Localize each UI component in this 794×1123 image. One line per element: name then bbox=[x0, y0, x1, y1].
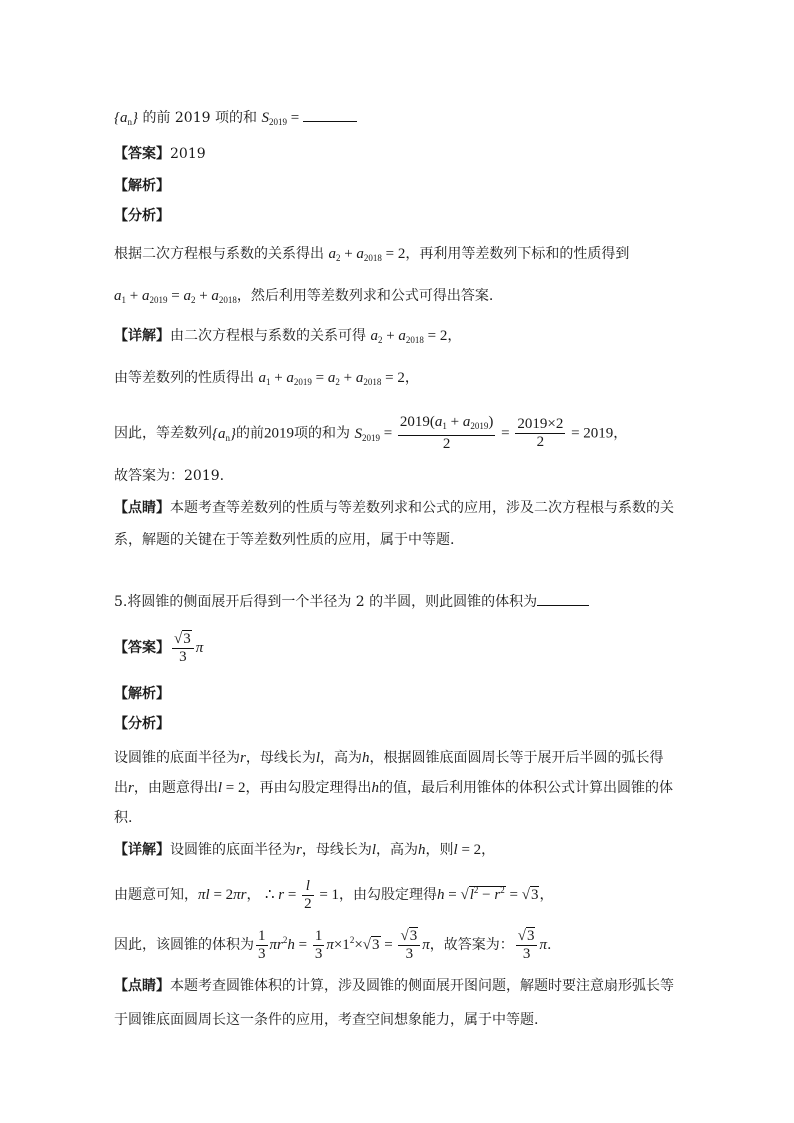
comment-text: 本题考查圆锥体积的计算，涉及圆锥的侧面展开图问题，解题时要注意扇形弧长等 bbox=[170, 978, 674, 994]
detail-text: ，故答案为： bbox=[429, 937, 514, 953]
answer-label: 【答案】 bbox=[114, 640, 170, 656]
detail-text: 由题意可知， bbox=[114, 887, 198, 903]
fenxi-label-text: 【分析】 bbox=[114, 716, 170, 732]
detail2-line-3: 因此，该圆锥的体积为 $\frac{1}{3}$ $\pi r^2h$ = $\frac{1}{3}$ $\pi\times 1^2\times√3$ = $\frac{√3}{3}$ π，故答案为： $\frac{√3}{3}$ π. bbox=[114, 927, 552, 962]
comment-text: 系，解题的关键在于等差数列性质的应用，属于中等题. bbox=[114, 532, 455, 548]
detail-text: 因此，等差数列 bbox=[114, 425, 212, 442]
comment-label: 【点睛】 bbox=[114, 500, 170, 516]
fenxi-text: ，然后利用等差数列求和公式可得出答案. bbox=[236, 288, 494, 304]
detail-text: ，由勾股定理得 bbox=[339, 887, 438, 903]
detail2-line-1: 【详解】设圆锥的底面半径为r，母线长为l，高为h，则l = 2， bbox=[114, 842, 496, 858]
detail-label: 【详解】 bbox=[114, 328, 170, 344]
detail-text: 由等差数列的性质得出 bbox=[114, 370, 254, 386]
detail-text: ，则 bbox=[425, 842, 454, 858]
fenxi-text: ，根据圆锥底面圆周长等于展开后半圆的弧长得 bbox=[369, 750, 664, 766]
question-tail-line: $\{a_n\}$ 的前 2019 项的和 $S_{2019}$ = bbox=[114, 108, 357, 132]
analysis-label-text: 【解析】 bbox=[114, 178, 170, 194]
detail2-line-2: 由题意可知，πl = 2πr， ∴ r = $\frac{l}{2}$ = 1，由勾股定理得$h = √l^2 - r^2 = √3$， bbox=[114, 877, 554, 912]
question-tail-text: 的前 2019 项的和 bbox=[142, 110, 257, 126]
fraction: $\frac{1}{3}$ bbox=[314, 927, 323, 962]
answer-value: 2019 bbox=[170, 146, 206, 162]
fenxi-text: 的值，最后利用锥体的体积公式计算出圆锥的体 bbox=[378, 780, 673, 796]
fraction: $\frac{2019(a_1 + a_{2019})}{2}$ bbox=[399, 414, 494, 452]
fraction: $\frac{2019\times 2}{2}$ bbox=[517, 416, 564, 450]
detail-text: 的前 bbox=[236, 425, 264, 442]
fenxi2-line-2: 出r，由题意得出l = 2，再由勾股定理得出h的值，最后利用锥体的体积公式计算出圆锥的体 bbox=[114, 780, 673, 796]
answer-fraction: $\frac{√3}{3}$ bbox=[172, 631, 194, 666]
fenxi-text: 出 bbox=[114, 780, 128, 796]
fenxi-label-2 bbox=[114, 714, 170, 734]
analysis-label-1 bbox=[114, 176, 170, 196]
answer-line-2: 【答案】 $\frac{√3}{3}$ π bbox=[114, 630, 204, 665]
conclusion-text: 故答案为：2019. bbox=[114, 468, 225, 484]
comment-line-2 bbox=[114, 530, 454, 550]
fenxi-text: ，再由勾股定理得出 bbox=[245, 780, 372, 796]
math-an-brace: $\{a_n\}$ bbox=[114, 110, 138, 127]
math-expr: $a_2$ bbox=[328, 246, 341, 263]
analysis-label-2 bbox=[114, 684, 170, 704]
math-expr: $a_2$ bbox=[370, 328, 383, 345]
answer-blank bbox=[303, 109, 357, 122]
answer-blank bbox=[537, 593, 589, 606]
question-5-line bbox=[114, 592, 589, 612]
fraction: $\frac{l}{2}$ bbox=[304, 877, 312, 912]
fenxi-text: ，高为 bbox=[320, 750, 363, 766]
fraction: $\frac{1}{3}$ bbox=[258, 927, 266, 962]
comment2-line-2 bbox=[114, 1010, 538, 1030]
fenxi-text: ，母线长为 bbox=[245, 750, 316, 766]
math-expr: $a_1$ bbox=[114, 288, 126, 305]
fenxi-text: 积. bbox=[114, 810, 133, 826]
detail-label: 【详解】 bbox=[114, 842, 170, 858]
detail-text: 设圆锥的底面半径为 bbox=[170, 842, 296, 858]
comment-label: 【点睛】 bbox=[114, 978, 170, 994]
fenxi-text: 设圆锥的底面半径为 bbox=[114, 750, 240, 766]
detail-line-2: 由等差数列的性质得出 $a_1 + a_{2019} = a_2 + a_{2018} = 2$， bbox=[114, 370, 419, 387]
fenxi-text: ，再利用等差数列下标和的性质得到 bbox=[405, 246, 630, 262]
conclusion-line-1 bbox=[114, 466, 224, 486]
fenxi2-line-3 bbox=[114, 808, 132, 828]
fenxi-line-1: 根据二次方程根与系数的关系得出 $a_2 + a_{2018} = 2$，再利用等差数列下标和的性质得到 bbox=[114, 246, 630, 263]
answer-line-1 bbox=[114, 144, 206, 164]
detail-text: 项的和为 bbox=[294, 425, 350, 442]
detail-text: ，母线长为 bbox=[301, 842, 372, 858]
comment2-line-1 bbox=[114, 976, 674, 996]
question-text: 5.将圆锥的侧面展开后得到一个半径为 2 的半圆，则此圆锥的体积为 bbox=[114, 594, 538, 610]
comment-text: 于圆锥底面圆周长这一条件的应用，考查空间想象能力，属于中等题. bbox=[114, 1012, 539, 1028]
comment-text: 本题考查等差数列的性质与等差数列求和公式的应用，涉及二次方程根与系数的关 bbox=[170, 500, 674, 516]
detail-text: 由二次方程根与系数的关系可得 bbox=[170, 328, 366, 344]
fenxi-label-text: 【分析】 bbox=[114, 208, 170, 224]
fraction: $\frac{√3}{3}$ bbox=[516, 928, 538, 963]
fenxi2-line-1: 设圆锥的底面半径为r，母线长为l，高为h，根据圆锥底面圆周长等于展开后半圆的弧长得 bbox=[114, 750, 664, 766]
math-an-brace: $\{a_n\}$ bbox=[212, 425, 236, 443]
fenxi-text: ，由题意得出 bbox=[133, 780, 218, 796]
detail-text: 因此，该圆锥的体积为 bbox=[114, 937, 254, 953]
fenxi-line-2: $a_1 + a_{2019} = a_2 + a_{2018}$，然后利用等差数列求和公式可得出答案. bbox=[114, 288, 494, 305]
detail-text: ，高为 bbox=[376, 842, 419, 858]
answer-label: 【答案】 bbox=[114, 146, 170, 162]
math-s2019: $S_{2019}$ bbox=[261, 110, 287, 127]
detail-line-1: 【详解】由二次方程根与系数的关系可得 $a_2 + a_{2018} = 2$， bbox=[114, 328, 462, 345]
analysis-label-text: 【解析】 bbox=[114, 686, 170, 702]
math-expr: $a_1$ bbox=[258, 370, 271, 387]
comment-line-1 bbox=[114, 498, 674, 518]
fenxi-text: 根据二次方程根与系数的关系得出 bbox=[114, 246, 324, 262]
fraction: $\frac{√3}{3}$ bbox=[398, 928, 420, 963]
detail-line-3: 因此，等差数列$\{a_n\}$的前2019项的和为 $S_{2019}$ = $\frac{2019(a_1 + a_{2019})}{2}$ = $\frac{2019\times 2}{2}$ = 2019， bbox=[114, 414, 628, 452]
fenxi-label-1 bbox=[114, 206, 170, 226]
